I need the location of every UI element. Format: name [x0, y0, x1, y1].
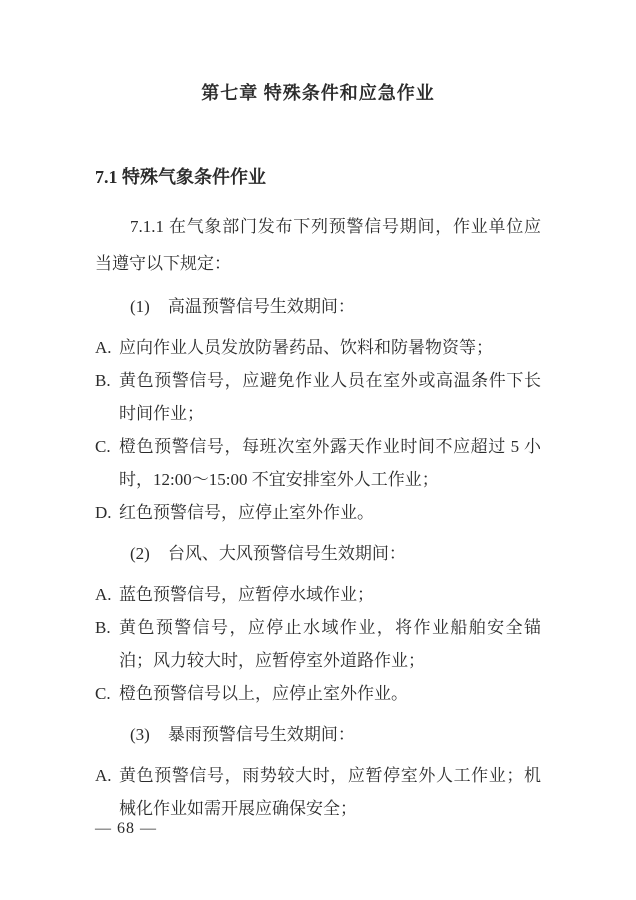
group-title: 暴雨预警信号生效期间： — [167, 725, 355, 744]
chapter-title: 第七章 特殊条件和应急作业 — [201, 83, 435, 103]
group-header — [95, 718, 541, 751]
warning-group-typhoon-wind — [95, 537, 541, 710]
list-item — [95, 430, 541, 496]
list-item — [95, 759, 541, 825]
item-text: 黄色预警信号，应避免作业人员在室外或高温条件下长时间作业； — [119, 371, 541, 423]
list-item — [95, 677, 541, 710]
item-marker: C. — [95, 437, 111, 456]
item-text: 蓝色预警信号，应暂停水域作业； — [119, 585, 374, 604]
list-item — [95, 364, 541, 430]
item-text: 红色预警信号，应停止室外作业。 — [119, 503, 374, 522]
item-marker: B. — [95, 371, 111, 390]
group-marker: (1) — [130, 297, 150, 316]
item-marker: A. — [95, 585, 112, 604]
group-header — [95, 537, 541, 570]
item-text: 黄色预警信号，雨势较大时，应暂停室外人工作业；机械化作业如需开展应确保安全； — [119, 766, 541, 818]
list-item — [95, 578, 541, 611]
list-item — [95, 611, 541, 677]
group-marker: (3) — [130, 725, 150, 744]
group-title: 高温预警信号生效期间： — [167, 297, 355, 316]
item-text: 橙色预警信号，每班次室外露天作业时间不应超过 5 小时，12:00～15:00 不宜安排室外人工作业； — [119, 437, 541, 489]
page-number: — 68 — — [95, 820, 157, 837]
item-marker: B. — [95, 618, 111, 637]
item-text: 应向作业人员发放防暑药品、饮料和防暑物资等； — [119, 338, 493, 357]
group-header — [95, 290, 541, 323]
item-marker: D. — [95, 503, 112, 522]
item-marker: A. — [95, 338, 112, 357]
item-marker: A. — [95, 766, 112, 785]
list-item — [95, 496, 541, 529]
warning-group-rainstorm — [95, 718, 541, 825]
group-marker: (2) — [130, 544, 150, 563]
item-text: 橙色预警信号以上，应停止室外作业。 — [119, 684, 408, 703]
warning-group-high-temp — [95, 290, 541, 529]
intro-paragraph: 7.1.1 在气象部门发布下列预警信号期间，作业单位应当遵守以下规定： — [95, 217, 541, 273]
section-heading: 7.1 特殊气象条件作业 — [95, 167, 266, 187]
item-text: 黄色预警信号，应停止水域作业，将作业船舶安全锚泊；风力较大时，应暂停室外道路作业； — [119, 618, 541, 670]
group-title: 台风、大风预警信号生效期间： — [167, 544, 406, 563]
list-item — [95, 331, 541, 364]
item-marker: C. — [95, 684, 111, 703]
